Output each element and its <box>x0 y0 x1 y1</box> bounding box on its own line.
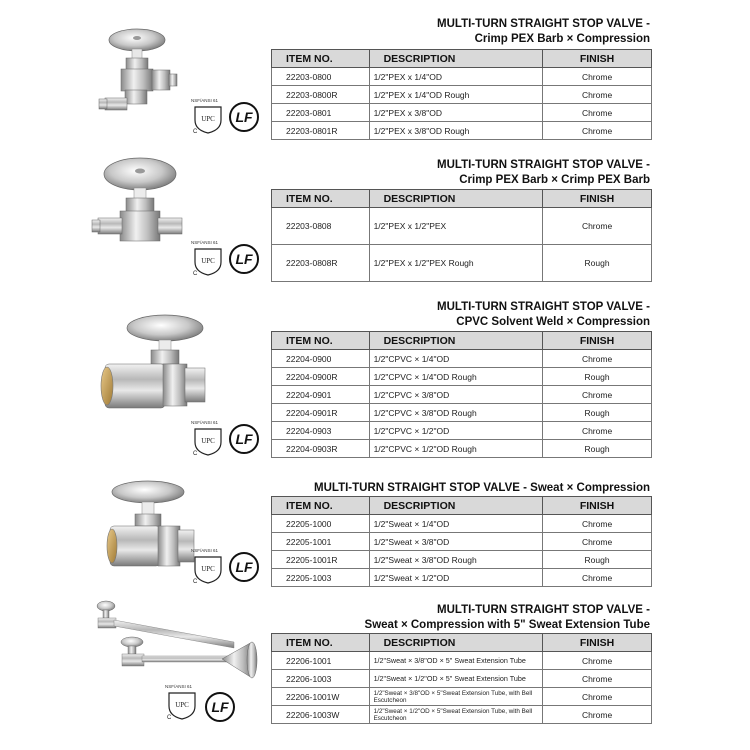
col-header-finish: FINISH <box>543 190 652 208</box>
lead-free-badge: LF <box>229 552 259 582</box>
item-number: 22203-0800 <box>272 68 370 86</box>
lead-free-badge: LF <box>229 244 259 274</box>
item-number: 22203-0801R <box>272 122 370 140</box>
item-number: 22204-0901R <box>272 404 370 422</box>
table-row <box>272 422 652 440</box>
item-description: 1/2"PEX x 1/2"PEX Rough <box>369 245 543 282</box>
col-header-item: ITEM NO. <box>272 50 370 68</box>
item-description: 1/2"CPVC × 1/2"OD Rough <box>369 440 543 458</box>
item-number: 22203-0801 <box>272 104 370 122</box>
item-description: 1/2"CPVC × 3/8"OD <box>369 386 543 404</box>
item-description: 1/2"PEX x 3/8"OD Rough <box>369 122 543 140</box>
item-finish: Rough <box>543 404 652 422</box>
table-row <box>272 569 652 587</box>
section-title <box>437 17 650 47</box>
section-title-line1: MULTI-TURN STRAIGHT STOP VALVE - <box>437 604 650 616</box>
nsf-label: NSF/ANSI 61 <box>191 548 219 553</box>
item-description: 1/2"Sweat × 3/8"OD <box>369 533 543 551</box>
col-header-finish: FINISH <box>543 497 652 515</box>
item-description: 1/2"CPVC × 1/2"OD <box>369 422 543 440</box>
item-finish: Chrome <box>543 86 652 104</box>
item-finish: Chrome <box>543 104 652 122</box>
item-description: 1/2"PEX x 1/2"PEX <box>369 208 543 245</box>
table-row <box>272 86 652 104</box>
item-number: 22204-0900 <box>272 350 370 368</box>
svg-text:UPC: UPC <box>201 115 215 123</box>
col-header-finish: FINISH <box>543 332 652 350</box>
item-finish: Chrome <box>543 688 652 706</box>
svg-text:UPC: UPC <box>175 701 189 709</box>
item-number: 22203-0800R <box>272 86 370 104</box>
svg-text:C: C <box>193 579 198 584</box>
valve-image-extension-tube <box>94 598 264 688</box>
col-header-item: ITEM NO. <box>272 332 370 350</box>
item-number: 22204-0903 <box>272 422 370 440</box>
col-header-description: DESCRIPTION <box>369 50 543 68</box>
table-row <box>272 386 652 404</box>
cupc-icon <box>191 426 225 456</box>
col-header-finish: FINISH <box>543 50 652 68</box>
item-finish: Chrome <box>543 652 652 670</box>
cupc-icon <box>191 104 225 134</box>
item-finish: Chrome <box>543 422 652 440</box>
table-row <box>272 551 652 569</box>
cupc-icon <box>191 246 225 276</box>
svg-text:C: C <box>167 715 172 720</box>
col-header-item: ITEM NO. <box>272 497 370 515</box>
item-number: 22205-1000 <box>272 515 370 533</box>
item-number: 22205-1001R <box>272 551 370 569</box>
item-finish: Chrome <box>543 386 652 404</box>
svg-text:C: C <box>193 271 198 276</box>
item-description: 1/2"Sweat × 3/8"OD × 5"Sweat Extension Tube, with Bell Escutcheon <box>369 688 543 706</box>
col-header-description: DESCRIPTION <box>369 634 543 652</box>
svg-text:C: C <box>193 451 198 456</box>
item-number: 22206-1003 <box>272 670 370 688</box>
item-description: 1/2"Sweat × 1/2"OD × 5"Sweat Extension Tube, with Bell Escutcheon <box>369 706 543 724</box>
section-title-line1: MULTI-TURN STRAIGHT STOP VALVE - Sweat × Compression <box>314 482 650 494</box>
table-row <box>272 208 652 245</box>
section-title-line1: MULTI-TURN STRAIGHT STOP VALVE - <box>437 18 650 30</box>
section-title <box>314 481 650 496</box>
item-number: 22206-1001W <box>272 688 370 706</box>
item-finish: Rough <box>543 368 652 386</box>
table-row <box>272 440 652 458</box>
table-row <box>272 404 652 422</box>
table-row <box>272 350 652 368</box>
nsf-label: NSF/ANSI 61 <box>191 98 219 103</box>
certification-marks <box>191 240 257 276</box>
svg-text:UPC: UPC <box>201 565 215 573</box>
item-description: 1/2"CPVC × 3/8"OD Rough <box>369 404 543 422</box>
valve-image-cpvc-compression <box>95 310 215 415</box>
item-description: 1/2"PEX x 1/4"OD Rough <box>369 86 543 104</box>
item-description: 1/2"CPVC × 1/4"OD Rough <box>369 368 543 386</box>
nsf-label: NSF/ANSI 61 <box>191 420 219 425</box>
col-header-description: DESCRIPTION <box>369 332 543 350</box>
table-row <box>272 122 652 140</box>
section-title-line2: Sweat × Compression with 5" Sweat Extension Tube <box>364 619 650 631</box>
table-row <box>272 706 652 724</box>
item-finish: Chrome <box>543 569 652 587</box>
section-title-line1: MULTI-TURN STRAIGHT STOP VALVE - <box>437 159 650 171</box>
valve-image-pex-pex <box>90 152 190 262</box>
certification-marks <box>191 548 257 584</box>
item-number: 22206-1001 <box>272 652 370 670</box>
spec-table <box>271 496 652 587</box>
svg-text:C: C <box>193 129 198 134</box>
item-description: 1/2"CPVC × 1/4"OD <box>369 350 543 368</box>
svg-text:UPC: UPC <box>201 437 215 445</box>
item-description: 1/2"Sweat × 3/8"OD × 5" Sweat Extension Tube <box>369 652 543 670</box>
col-header-description: DESCRIPTION <box>369 190 543 208</box>
col-header-item: ITEM NO. <box>272 190 370 208</box>
table-row <box>272 245 652 282</box>
item-number: 22204-0903R <box>272 440 370 458</box>
item-number: 22203-0808R <box>272 245 370 282</box>
spec-table <box>271 49 652 140</box>
section-title <box>437 300 650 330</box>
item-finish: Chrome <box>543 208 652 245</box>
section-title-line2: CPVC Solvent Weld × Compression <box>456 316 650 328</box>
item-number: 22205-1003 <box>272 569 370 587</box>
spec-table <box>271 633 652 724</box>
item-description: 1/2"PEX x 3/8"OD <box>369 104 543 122</box>
item-number: 22205-1001 <box>272 533 370 551</box>
item-description: 1/2"Sweat × 1/2"OD × 5" Sweat Extension Tube <box>369 670 543 688</box>
item-finish: Chrome <box>543 706 652 724</box>
item-description: 1/2"Sweat × 1/2"OD <box>369 569 543 587</box>
cupc-icon <box>191 554 225 584</box>
item-finish: Rough <box>543 440 652 458</box>
lead-free-badge: LF <box>229 102 259 132</box>
cupc-icon <box>165 690 199 720</box>
item-number: 22204-0900R <box>272 368 370 386</box>
table-row <box>272 652 652 670</box>
item-finish: Chrome <box>543 122 652 140</box>
item-finish: Chrome <box>543 350 652 368</box>
section-title <box>365 603 650 633</box>
item-finish: Chrome <box>543 515 652 533</box>
certification-marks <box>191 420 257 456</box>
section-title-line2: Crimp PEX Barb × Compression <box>474 33 650 45</box>
section-title-line1: MULTI-TURN STRAIGHT STOP VALVE - <box>437 301 650 313</box>
item-finish: Rough <box>543 245 652 282</box>
item-description: 1/2"PEX x 1/4"OD <box>369 68 543 86</box>
table-row <box>272 688 652 706</box>
spec-table <box>271 189 652 282</box>
valve-image-sweat-compression <box>100 478 200 573</box>
item-finish: Rough <box>543 551 652 569</box>
nsf-label: NSF/ANSI 61 <box>165 684 193 689</box>
table-row <box>272 515 652 533</box>
lead-free-badge: LF <box>229 424 259 454</box>
table-row <box>272 533 652 551</box>
section-title-line2: Crimp PEX Barb × Crimp PEX Barb <box>459 174 650 186</box>
nsf-label: NSF/ANSI 61 <box>191 240 219 245</box>
valve-image-pex-compression <box>95 22 185 122</box>
item-finish: Chrome <box>543 670 652 688</box>
table-row <box>272 68 652 86</box>
section-title <box>437 158 650 188</box>
item-description: 1/2"Sweat × 1/4"OD <box>369 515 543 533</box>
col-header-description: DESCRIPTION <box>369 497 543 515</box>
item-number: 22203-0808 <box>272 208 370 245</box>
item-number: 22206-1003W <box>272 706 370 724</box>
svg-text:UPC: UPC <box>201 257 215 265</box>
certification-marks <box>165 684 231 720</box>
item-finish: Chrome <box>543 533 652 551</box>
col-header-item: ITEM NO. <box>272 634 370 652</box>
table-row <box>272 368 652 386</box>
table-row <box>272 104 652 122</box>
lead-free-badge: LF <box>205 692 235 722</box>
certification-marks <box>191 98 257 134</box>
spec-table <box>271 331 652 458</box>
col-header-finish: FINISH <box>543 634 652 652</box>
item-number: 22204-0901 <box>272 386 370 404</box>
item-description: 1/2"Sweat × 3/8"OD Rough <box>369 551 543 569</box>
item-finish: Chrome <box>543 68 652 86</box>
table-row <box>272 670 652 688</box>
